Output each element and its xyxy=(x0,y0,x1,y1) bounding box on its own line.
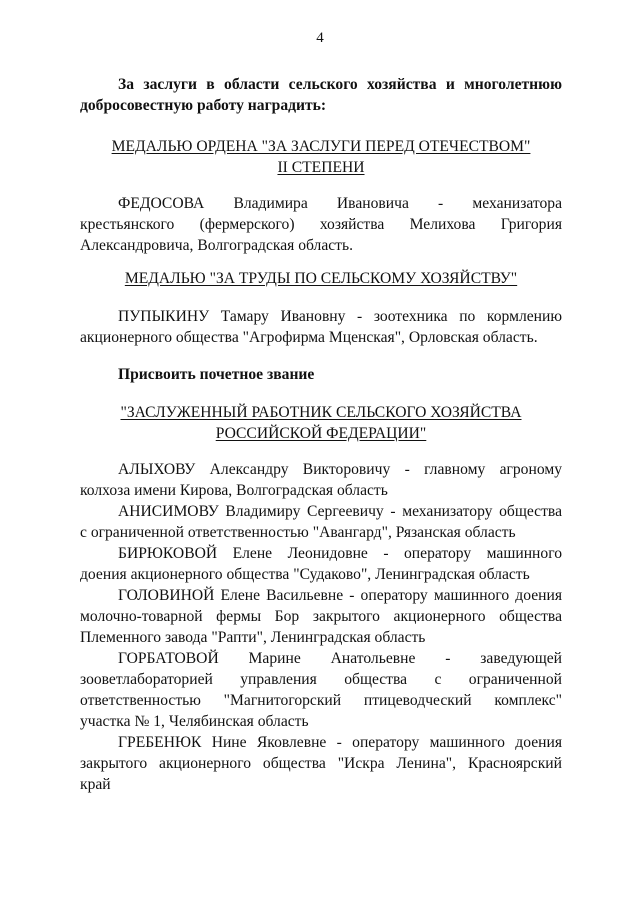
list-item xyxy=(80,585,562,648)
honoree-list xyxy=(80,459,562,795)
medal1-award-line-3: Александровича, Волгоградская область. xyxy=(80,237,353,254)
medal2-award-paragraph xyxy=(80,306,562,348)
entry-line: с ограниченной ответственностью "Авангард", Рязанская область xyxy=(80,524,516,541)
medal1-award-paragraph xyxy=(80,193,562,256)
intro-line-2: добросовестную работу наградить: xyxy=(80,97,327,114)
intro-line-1: За заслуги в области сельского хозяйства и многолетнюю xyxy=(118,76,562,93)
entry-line: край xyxy=(80,776,111,793)
honor-title-heading xyxy=(80,402,562,444)
medal1-award-line-2: крестьянского (фермерского) хозяйства Мелихова Григория xyxy=(80,216,562,233)
medal1-title-line-2: II СТЕПЕНИ xyxy=(277,159,365,176)
list-item xyxy=(80,543,562,585)
honor-title-line-1: "ЗАСЛУЖЕННЫЙ РАБОТНИК СЕЛЬСКОГО ХОЗЯЙСТВА xyxy=(120,404,522,421)
entry-line: АНИСИМОВУ Владимиру Сергеевичу - механизатору общества xyxy=(118,503,562,520)
entry-line: доения акционерного общества "Судаково", Ленинградская область xyxy=(80,566,530,583)
list-item xyxy=(80,732,562,795)
entry-line: АЛЫХОВУ Александру Викторовичу - главному агроному xyxy=(118,461,562,478)
medal2-award-line-2: акционерного общества "Агрофирма Мценская", Орловская область. xyxy=(80,329,538,346)
entry-line: колхоза имени Кирова, Волгоградская область xyxy=(80,482,388,499)
list-item xyxy=(80,459,562,501)
entry-line: Племенного завода "Рапти", Ленинградская область xyxy=(80,629,426,646)
entry-line: ответственностью "Магнитогорский птицеводческий комплекс" xyxy=(80,692,562,709)
honor-label: Присвоить почетное звание xyxy=(118,366,315,383)
entry-line: закрытого акционерного общества "Искра Ленина", Красноярский xyxy=(80,755,562,772)
medal2-award-line-1: ПУПЫКИНУ Тамару Ивановну - зоотехника по кормлению xyxy=(118,308,562,325)
intro-paragraph xyxy=(80,74,562,116)
entry-line: ГРЕБЕНЮК Нине Яковлевне - оператору машинного доения xyxy=(118,734,562,751)
entry-line: молочно-товарной фермы Бор закрытого акционерного общества xyxy=(80,608,562,625)
entry-line: зооветлабораторией управления общества с ограниченной xyxy=(80,671,562,688)
medal2-heading xyxy=(80,268,562,289)
entry-line: ГОЛОВИНОЙ Елене Васильевне - оператору машинного доения xyxy=(118,587,562,604)
entry-line: ГОРБАТОВОЙ Марине Анатольевне - заведующей xyxy=(118,650,562,667)
honor-title-line-2: РОССИЙСКОЙ ФЕДЕРАЦИИ" xyxy=(215,425,427,442)
medal1-heading xyxy=(80,136,562,178)
medal1-award-line-1: ФЕДОСОВА Владимира Ивановича - механизатора xyxy=(118,195,562,212)
medal2-title: МЕДАЛЬЮ "ЗА ТРУДЫ ПО СЕЛЬСКОМУ ХОЗЯЙСТВУ" xyxy=(124,270,518,287)
medal1-title-line-1: МЕДАЛЬЮ ОРДЕНА "ЗА ЗАСЛУГИ ПЕРЕД ОТЕЧЕСТВОМ" xyxy=(111,138,531,155)
honor-label-paragraph xyxy=(80,364,562,385)
list-item xyxy=(80,648,562,732)
list-item xyxy=(80,501,562,543)
entry-line: БИРЮКОВОЙ Елене Леонидовне - оператору машинного xyxy=(118,545,562,562)
entry-line: участка № 1, Челябинская область xyxy=(80,713,309,730)
page-number: 4 xyxy=(316,30,324,46)
